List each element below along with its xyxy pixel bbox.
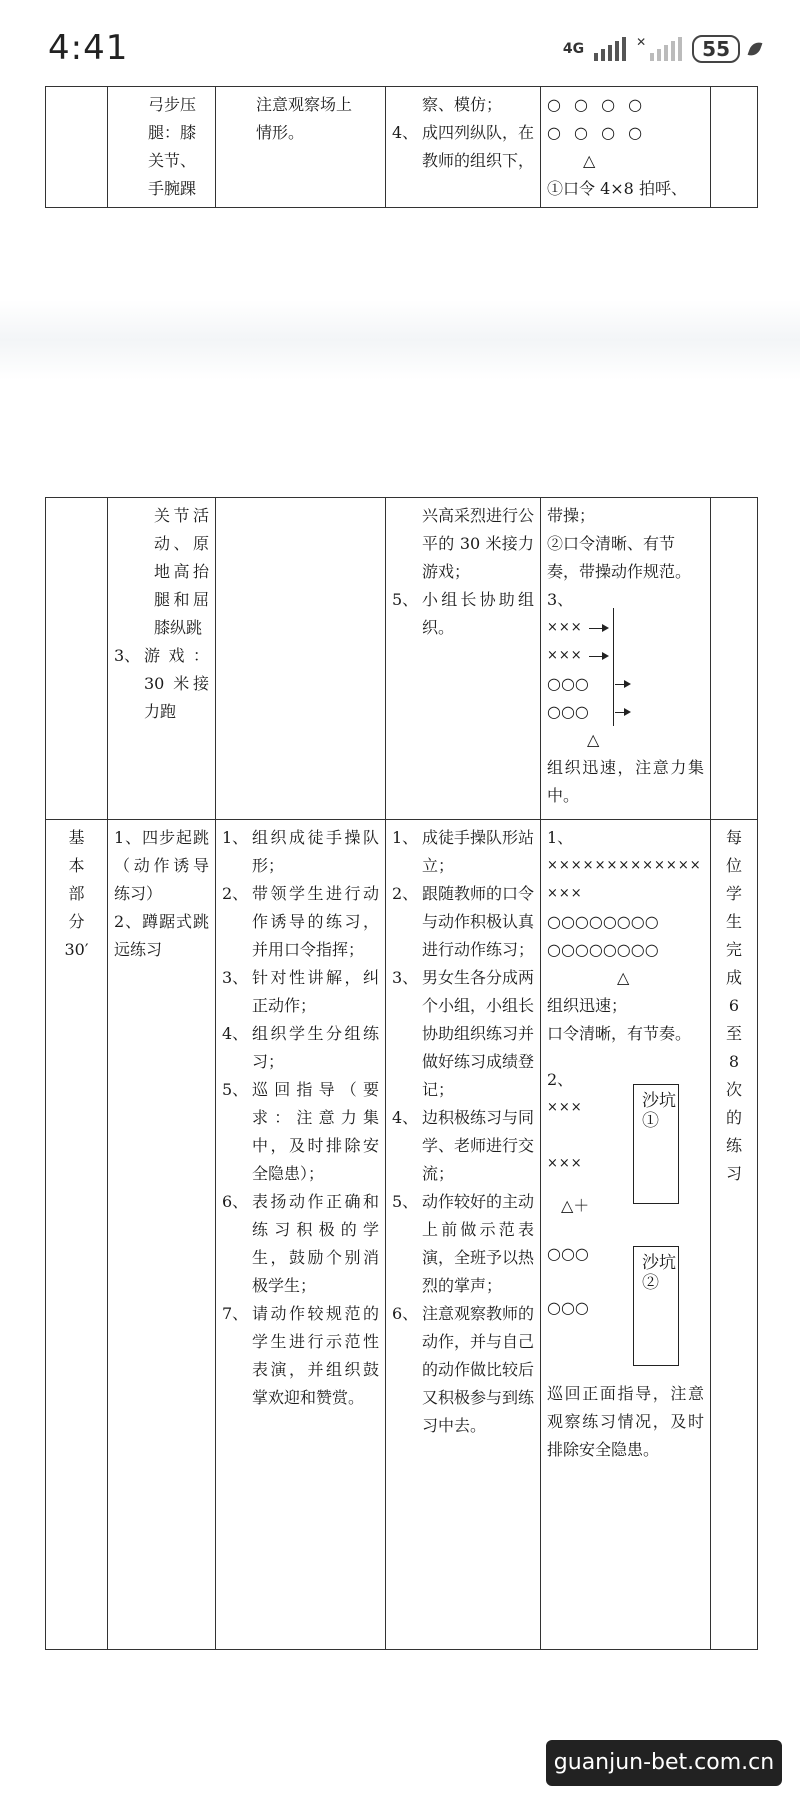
- teacher-line: 情形。: [256, 123, 305, 142]
- organization-cell: [541, 87, 711, 208]
- item-text: 游戏：30 米接力跑: [144, 646, 209, 721]
- remark-cell: [711, 820, 758, 1650]
- relay-row: ○○○: [547, 702, 589, 721]
- org-note: ②口令清晰、有节奏，带操动作规范。: [547, 534, 692, 581]
- teacher-item: [222, 1188, 379, 1300]
- item-number: 7、: [222, 1304, 249, 1323]
- item-text: 带领学生进行动作诱导的练习，并用口令指挥；: [252, 884, 379, 959]
- org-note: 组织迅速，注意力集中。: [547, 758, 704, 805]
- org-note: 巡回正面指导，注意观察练习情况，及时排除安全隐患。: [547, 1384, 704, 1459]
- org-number: 1、: [547, 828, 574, 847]
- item-number: 6、: [222, 1192, 249, 1211]
- sandpit-diagram: [547, 1066, 704, 1366]
- remark-char: 次: [725, 1080, 742, 1099]
- signal-icon: [594, 37, 626, 61]
- remark-cell: [711, 87, 758, 208]
- student-line: 察、模仿；: [422, 95, 503, 114]
- section-time: 30′: [64, 940, 89, 959]
- clock: 4:41: [48, 28, 129, 68]
- org-number: 2、: [547, 1070, 574, 1089]
- teacher-item: [222, 1020, 379, 1076]
- item-text: 组织学生分组练习；: [252, 1024, 379, 1071]
- student-activities-cell: [386, 820, 541, 1650]
- student-item: [392, 964, 534, 1104]
- item-text: 成徒手操队形站立；: [422, 828, 535, 875]
- student-item: [392, 880, 534, 964]
- item-text: 巡回指导（要求：注意力集中，及时排除安全隐患）；: [252, 1080, 379, 1183]
- item-number: 1、: [222, 828, 249, 847]
- section-char: 分: [68, 912, 85, 931]
- page-break: [0, 300, 800, 380]
- item-number: 2、: [222, 884, 249, 903]
- section-cell: [46, 87, 108, 208]
- teacher-cell: [216, 498, 386, 820]
- teacher-marker: △: [617, 968, 630, 987]
- student-item: [392, 1188, 534, 1300]
- teacher-line: 注意观察场上: [256, 95, 353, 114]
- section-char: 基: [68, 828, 85, 847]
- item-number: 3、: [392, 968, 419, 987]
- relay-row: ○○○: [547, 674, 589, 693]
- pit-row: ×××: [547, 1156, 583, 1171]
- student-cell: [386, 87, 541, 208]
- sandpit-2: 沙坑②: [633, 1246, 679, 1366]
- basic-part-table: [45, 819, 758, 1650]
- no-signal-x-icon: ✕: [636, 35, 647, 49]
- section-char: 部: [68, 884, 85, 903]
- student-item: [392, 1300, 534, 1440]
- content-cell: [108, 87, 216, 208]
- remark-char: 至: [725, 1024, 742, 1043]
- item-text: 小组长协助组织。: [422, 590, 534, 637]
- item-number: 1、: [392, 828, 419, 847]
- item-number: 2、: [392, 884, 419, 903]
- eco-leaf-icon: [748, 40, 763, 58]
- pit-row: ○○○: [547, 1244, 589, 1263]
- teacher-item: [222, 1300, 379, 1412]
- org-note: 带操；: [547, 506, 596, 525]
- content-item: 2、蹲踞式跳远练习: [114, 912, 209, 959]
- remark-char: 的: [725, 1108, 742, 1127]
- status-icons: [563, 34, 760, 64]
- formation-row: ○ ○ ○ ○: [547, 95, 647, 114]
- status-bar: [0, 0, 800, 100]
- item-text: 表扬动作正确和练习积极的学生，鼓励个别消极学生；: [252, 1192, 379, 1295]
- section-cell: [46, 498, 108, 820]
- teacher-item: [222, 1076, 379, 1188]
- arrow-icon: [615, 712, 629, 713]
- remark-char: 生: [725, 912, 742, 931]
- teacher-item: [222, 964, 379, 1020]
- remark-char: 练: [725, 1136, 742, 1155]
- remark-cell: [711, 498, 758, 820]
- battery-indicator: 55: [692, 35, 740, 63]
- mid-table-fragment: [45, 497, 758, 820]
- teacher-item: [222, 824, 379, 880]
- item-text: 组织成徒手操队形；: [252, 828, 379, 875]
- arrow-icon: [589, 628, 607, 629]
- student-item: [392, 119, 534, 175]
- teacher-item: [222, 880, 379, 964]
- relay-row: ×××: [547, 620, 583, 635]
- formation-row: ○ ○ ○ ○: [547, 123, 647, 142]
- teacher-marker: △＋: [561, 1196, 590, 1215]
- teacher-marker: △: [583, 151, 600, 170]
- teacher-cell: [216, 87, 386, 208]
- section-char: 本: [68, 856, 85, 875]
- relay-row: ×××: [547, 648, 583, 663]
- item-number: 6、: [392, 1304, 419, 1323]
- student-item: [392, 824, 534, 880]
- item-text: 请动作较规范的学生进行示范性表演，并组织鼓掌欢迎和赞赏。: [252, 1304, 379, 1407]
- content-line: 腿：膝: [148, 123, 197, 142]
- remark-char: 每: [725, 828, 742, 847]
- remark-char: 8: [728, 1052, 740, 1071]
- content-cell: [108, 498, 216, 820]
- formation-row: ××××××××××××××××: [547, 858, 702, 901]
- content-item: 1、四步起跳（动作诱导练习）: [114, 828, 209, 903]
- item-number: 4、: [392, 123, 419, 142]
- sandpit-1: 沙坑①: [633, 1084, 679, 1204]
- top-table-fragment: [45, 86, 758, 208]
- org-note: 口令清晰，有节奏。: [547, 1024, 692, 1043]
- formation-row: ○○○○○○○○: [547, 912, 659, 931]
- organization-cell: [541, 498, 711, 820]
- item-text: 跟随教师的口令与动作积极认真进行动作练习；: [422, 884, 535, 959]
- teacher-marker: △: [587, 730, 600, 749]
- remark-char: 6: [728, 996, 740, 1015]
- content-line: 手腕踝: [148, 179, 197, 198]
- content-cell: [108, 820, 216, 1650]
- organization-cell: [541, 820, 711, 1650]
- org-note: ①口令 4×8 拍呼、: [547, 179, 687, 198]
- content-line: 弓步压: [148, 95, 197, 114]
- item-number: 5、: [392, 1192, 419, 1211]
- content-text: 关节活动、原地高抬腿和屈膝纵跳: [154, 506, 209, 637]
- item-text: 注意观察教师的动作，并与自己的动作做比较后又积极参与到练习中去。: [422, 1304, 535, 1435]
- item-text: 针对性讲解，纠正动作；: [252, 968, 379, 1015]
- item-text: 边积极练习与同学、老师进行交流；: [422, 1108, 535, 1183]
- content-line: 关节、: [148, 151, 197, 170]
- watermark: guanjun-bet.com.cn: [546, 1740, 782, 1786]
- signal-2-icon: [650, 37, 682, 61]
- remark-char: 成: [725, 968, 742, 987]
- student-cell: [386, 498, 541, 820]
- item-number: 5、: [392, 590, 419, 609]
- item-text: 成四列纵队，在教师的组织下，: [422, 123, 535, 170]
- remark-char: 学: [725, 884, 742, 903]
- pit-row: ×××: [547, 1100, 583, 1115]
- item-number: 3、: [222, 968, 249, 987]
- student-text: 兴高采烈进行公平的 30 米接力游戏；: [422, 506, 535, 581]
- remark-char: 位: [725, 856, 742, 875]
- student-item: [392, 1104, 534, 1188]
- item-number: 3、: [114, 646, 141, 665]
- org-note: 3、: [547, 590, 574, 609]
- arrow-icon: [615, 684, 629, 685]
- relay-diagram: [547, 614, 704, 726]
- item-number: 4、: [222, 1024, 249, 1043]
- content-item: [114, 642, 209, 726]
- remark-char: 完: [725, 940, 742, 959]
- item-number: 5、: [222, 1080, 249, 1099]
- item-text: 动作较好的主动上前做示范表演，全班予以热烈的掌声；: [422, 1192, 535, 1295]
- pit-row: ○○○: [547, 1298, 589, 1317]
- finish-line: [613, 608, 614, 726]
- remark-char: 习: [725, 1164, 742, 1183]
- student-item: [392, 586, 534, 642]
- item-text: 男女生各分成两个小组，小组长协助组织练习并做好练习成绩登记；: [422, 968, 535, 1099]
- formation-row: ○○○○○○○○: [547, 940, 659, 959]
- org-note: 组织迅速；: [547, 996, 628, 1015]
- item-number: 4、: [392, 1108, 419, 1127]
- network-type: 4G: [562, 41, 585, 57]
- teacher-activities-cell: [216, 820, 386, 1650]
- section-label-cell: [46, 820, 108, 1650]
- arrow-icon: [589, 656, 607, 657]
